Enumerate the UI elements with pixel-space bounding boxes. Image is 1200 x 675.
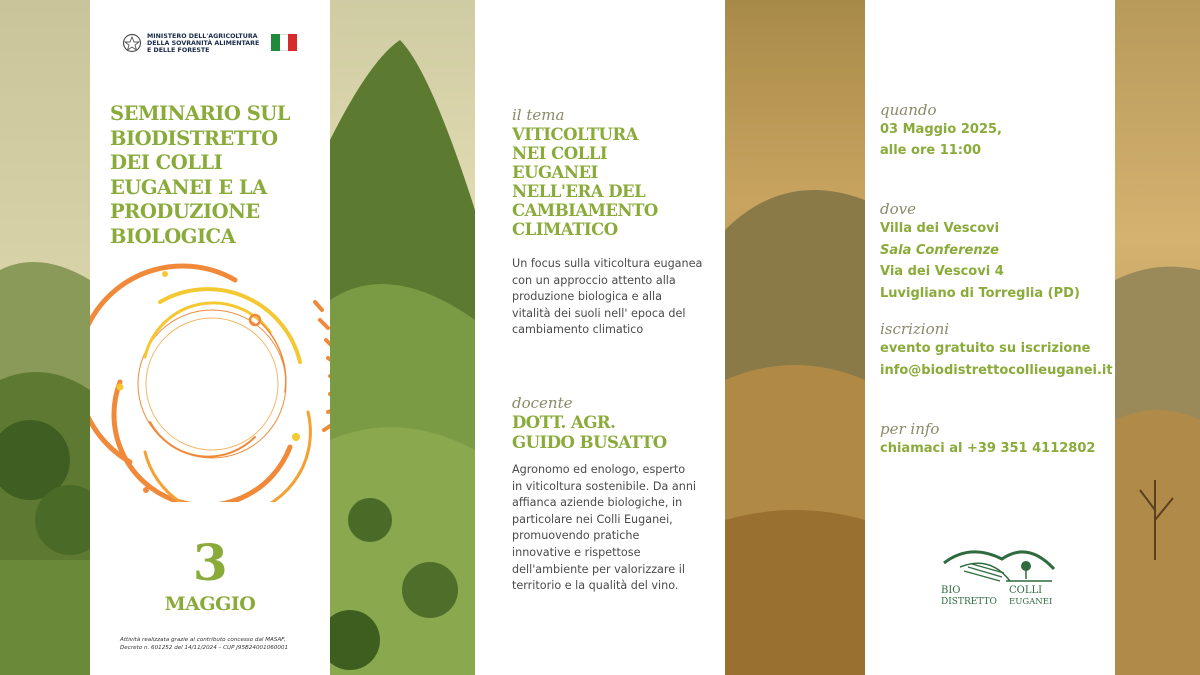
logo-word-bio: BIO xyxy=(941,585,961,596)
title-line: PRODUZIONE xyxy=(110,200,260,223)
docente-name-line: DOTT. AGR. xyxy=(512,413,616,432)
title-line: EUGANEI E LA xyxy=(110,175,267,199)
funding-footnote xyxy=(120,636,325,652)
panel-info xyxy=(865,0,1115,675)
docente-name xyxy=(512,413,667,453)
venue-room: Sala Conferenze xyxy=(880,242,999,258)
docente-label: docente xyxy=(512,394,573,412)
title-line: BIOLOGICA xyxy=(110,224,236,248)
tema-description xyxy=(512,256,722,339)
tema-heading xyxy=(512,125,658,239)
tema-description-line: produzione biologica e alla xyxy=(512,290,662,304)
dove-details xyxy=(880,218,1080,304)
italian-flag-icon xyxy=(271,34,297,51)
title-line: BIODISTRETTO xyxy=(110,126,278,150)
landscape-background-mid-left xyxy=(330,0,475,675)
landscape-background-right xyxy=(1115,0,1200,675)
docente-bio-line: particolare nei Colli Euganei, xyxy=(512,512,673,526)
tema-heading-line: CLIMATICO xyxy=(512,220,618,239)
decorative-rings-graphic xyxy=(90,262,330,502)
docente-bio-line: promuovendo pratiche xyxy=(512,529,640,543)
logo-word-euganei: EUGANEI xyxy=(1009,597,1053,607)
registration-note: evento gratuito su iscrizione xyxy=(880,341,1091,356)
iscrizioni-label: iscrizioni xyxy=(880,320,950,338)
tema-description-line: Un focus sulla viticoltura euganea xyxy=(512,257,703,270)
dove-label: dove xyxy=(880,200,916,218)
tema-heading-line: NELL'ERA DEL xyxy=(512,182,646,201)
event-title xyxy=(110,102,290,249)
quando-date: 03 Maggio 2025, xyxy=(880,122,1002,137)
tema-heading-line: VITICOLTURA xyxy=(512,125,638,144)
ministry-emblem-icon xyxy=(122,33,142,53)
docente-bio-line: innovative e rispettose xyxy=(512,545,641,559)
ministry-line: E DELLE FORESTE xyxy=(147,47,210,55)
docente-bio-line: territorio e la qualità del vino. xyxy=(512,579,679,593)
docente-bio-line: Agronomo ed enologo, esperto xyxy=(512,463,686,476)
footnote-line: Decreto n. 601252 del 14/11/2024 – CUP J95B24001060001 xyxy=(120,645,289,651)
per-info-label: per info xyxy=(880,420,940,438)
ministry-line: MINISTERO DELL'AGRICOLTURA xyxy=(147,33,258,40)
tema-heading-line: EUGANEI xyxy=(512,163,598,182)
docente-bio-line: in viticoltura sostenibile. Da anni xyxy=(512,479,697,493)
footnote-line: Attività realizzata grazie al contributo concesso dal MASAF, xyxy=(120,637,286,643)
biodistretto-hills-logo-icon xyxy=(940,545,1058,587)
docente-bio-line: affianca aziende biologiche, in xyxy=(512,496,683,510)
docente-bio-line: dell'ambiente per valorizzare il xyxy=(512,562,685,576)
ministry-line: DELLA SOVRANITÀ ALIMENTARE xyxy=(147,40,260,48)
iscrizioni-details xyxy=(880,338,1113,381)
quando-label: quando xyxy=(880,101,937,119)
per-info-phone-link[interactable]: chiamaci al +39 351 4112802 xyxy=(880,441,1096,456)
tema-heading-line: NEI COLLI xyxy=(512,144,608,163)
venue-city: Luvigliano di Torreglia (PD) xyxy=(880,285,1080,301)
tema-description-line: vitalità dei suoli nell' epoca del xyxy=(512,306,686,320)
logo-word-colli: COLLI xyxy=(1009,585,1043,596)
title-line: DEI COLLI xyxy=(110,151,223,174)
date-day: 3 xyxy=(192,533,228,592)
logo-word-distretto: DISTRETTO xyxy=(941,597,997,607)
registration-email-link[interactable]: info@biodistrettocollieuganei.it xyxy=(880,362,1113,378)
venue-name: Villa dei Vescovi xyxy=(880,221,1000,236)
date-month: MAGGIO xyxy=(164,593,256,615)
quando-time: alle ore 11:00 xyxy=(880,143,982,158)
tema-label: il tema xyxy=(512,106,565,124)
tema-heading-line: CAMBIAMENTO xyxy=(512,201,658,220)
landscape-background-left xyxy=(0,0,90,675)
tema-description-line: cambiamento climatico xyxy=(512,323,644,337)
docente-bio xyxy=(512,462,722,595)
venue-street: Via dei Vescovi 4 xyxy=(880,264,1004,279)
title-line: SEMINARIO SUL xyxy=(110,102,291,125)
quando-details xyxy=(880,119,1002,161)
docente-name-line: GUIDO BUSATTO xyxy=(512,433,667,452)
tema-description-line: con un approccio attento alla xyxy=(512,273,676,287)
panel-theme xyxy=(475,0,725,675)
panel-title xyxy=(90,0,330,675)
landscape-background-mid-right xyxy=(725,0,865,675)
ministry-name xyxy=(147,33,259,55)
